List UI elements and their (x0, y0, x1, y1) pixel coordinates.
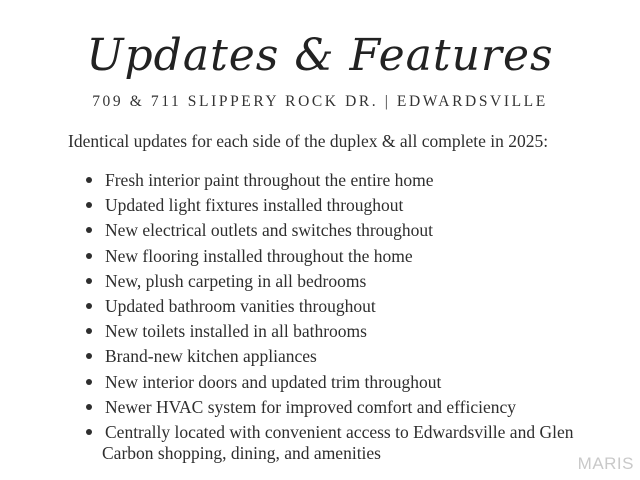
feature-text-line2: Carbon shopping, dining, and amenities (102, 442, 381, 463)
bullet-icon (86, 177, 92, 183)
features-list (80, 170, 600, 464)
bullet-icon (86, 202, 92, 208)
list-item (80, 246, 600, 271)
feature-text: New, plush carpeting in all bedrooms (105, 270, 367, 291)
bullet-icon (86, 429, 92, 435)
property-address: 709 & 711 SLIPPERY ROCK DR. | EDWARDSVILLE (92, 93, 548, 110)
bullet-icon (86, 404, 92, 410)
bullet-icon (86, 278, 92, 284)
feature-text-line1: Centrally located with convenient access to Edwardsville and Glen (105, 421, 574, 442)
feature-text: New flooring installed throughout the home (105, 245, 413, 266)
list-item (80, 346, 600, 371)
bullet-icon (86, 328, 92, 334)
list-item (80, 372, 600, 397)
list-item (80, 220, 600, 245)
feature-text: New interior doors and updated trim throughout (105, 371, 442, 392)
feature-text: Brand-new kitchen appliances (105, 346, 317, 367)
intro-text: Identical updates for each side of the duplex & all complete in 2025: (68, 131, 549, 151)
list-item (80, 397, 600, 422)
feature-text: Updated light fixtures installed throughout (105, 195, 404, 216)
feature-text: Newer HVAC system for improved comfort and efficiency (105, 396, 516, 417)
feature-text: Fresh interior paint throughout the entire home (105, 170, 434, 190)
list-item (80, 422, 605, 464)
feature-text: New electrical outlets and switches throughout (105, 220, 434, 241)
list-item (80, 170, 600, 195)
list-item (80, 271, 600, 296)
bullet-icon (86, 303, 92, 309)
list-item (80, 296, 600, 321)
list-item (80, 195, 600, 220)
page-title: Updates & Features (86, 30, 554, 81)
watermark: MARIS (577, 454, 634, 473)
list-item (80, 321, 600, 346)
bullet-icon (86, 227, 92, 233)
bullet-icon (86, 379, 92, 385)
bullet-icon (86, 253, 92, 259)
feature-text: New toilets installed in all bathrooms (105, 321, 367, 342)
feature-text: Updated bathroom vanities throughout (105, 295, 376, 316)
bullet-icon (86, 353, 92, 359)
